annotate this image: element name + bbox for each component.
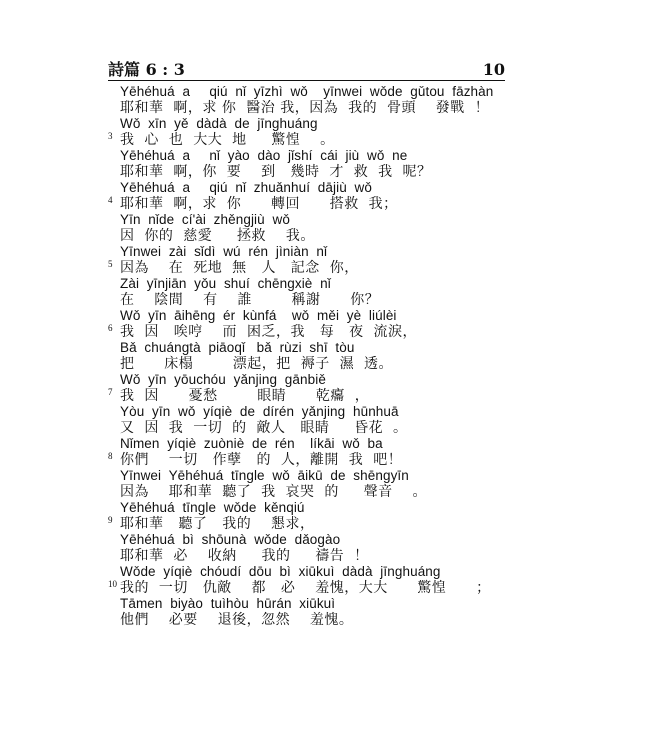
verse-line — [108, 404, 528, 436]
pinyin-text: Wǒde yíqiè chóudí dōu bì xiūkuì dàdà jīnghuáng — [120, 564, 441, 579]
verse-line — [108, 84, 528, 116]
verse-number: 8 — [108, 451, 113, 461]
chinese-text: 耶和華 聽了 我的 懇求， — [120, 516, 315, 532]
verse-line — [108, 436, 528, 468]
chinese-text: 耶和華 啊，你 要 到 幾時 才 救 我 呢？ — [120, 164, 432, 180]
page-header — [108, 57, 505, 80]
pinyin-text: Yēhéhuá a qiú nǐ yīzhì wǒ yīnwei wǒde gǔtou fāzhàn — [120, 84, 494, 99]
chinese-text: 我 心 也 大大 地 驚惶 。 — [120, 132, 335, 148]
pinyin-text: Yēhéhuá a nǐ yào dào jǐshí cái jiù wǒ ne — [120, 148, 408, 163]
pinyin-text: Wǒ yīn āihēng ér kùnfá wǒ měi yè liúlèi — [120, 308, 397, 323]
chinese-text: 我的 一切 仇敵 都 必 羞愧，大大 驚惶 ； — [120, 580, 491, 596]
verse-line — [108, 212, 528, 244]
verse-line — [108, 116, 528, 148]
verse-line — [108, 308, 528, 340]
pinyin-text: Nǐmen yíqiè zuòniè de rén líkāi wǒ ba — [120, 436, 383, 451]
chinese-text: 因為 耶和華 聽了 我 哀哭 的 聲音 。 — [120, 484, 427, 500]
chapter-title: 詩篇 6 : 3 — [108, 60, 185, 79]
verse-line — [108, 532, 528, 564]
chinese-text: 又 因 我 一切 的 敵人 眼睛 昏花 。 — [120, 420, 408, 436]
pinyin-text: Yēhéhuá bì shōunà wǒde dǎogào — [120, 532, 341, 547]
chinese-text: 耶和華 啊，求 你 醫治 我，因為 我的 骨頭 發戰 ！ — [120, 100, 490, 116]
chinese-text: 我 因 唉哼 而 困乏，我 每 夜 流淚， — [120, 324, 418, 340]
verse-line — [108, 372, 528, 404]
pinyin-text: Yīnwei Yēhéhuá tīngle wǒ āikū de shēngyīn — [120, 468, 409, 483]
verse-line — [108, 500, 528, 532]
verse-line — [108, 468, 528, 500]
verse-number: 9 — [108, 515, 113, 525]
verse-lines — [108, 84, 528, 628]
chinese-text: 在 陰間 有 誰 稱謝 你？ — [120, 292, 380, 308]
verse-line — [108, 276, 528, 308]
verse-number: 4 — [108, 195, 113, 205]
chinese-text: 因 你的 慈愛 拯救 我。 — [120, 228, 315, 244]
chinese-text: 把 床榻 漂起，把 褥子 濕 透。 — [120, 356, 394, 372]
chinese-text: 我 因 憂愁 眼睛 乾癟 ， — [120, 388, 370, 404]
chinese-text: 他們 必要 退後，忽然 羞愧。 — [120, 612, 354, 628]
verse-line — [108, 148, 528, 180]
pinyin-text: Wǒ xīn yě dàdà de jīnghuáng — [120, 116, 318, 131]
chinese-text: 耶和華 必 收納 我的 禱告 ！ — [120, 548, 369, 564]
page-number: 10 — [482, 60, 505, 79]
header-rule — [108, 80, 505, 81]
verse-line — [108, 564, 528, 596]
verse-number: 6 — [108, 323, 113, 333]
chinese-text: 耶和華 啊，求 你 轉回 搭救 我； — [120, 196, 398, 212]
verse-line — [108, 596, 528, 628]
pinyin-text: Yīn nǐde cí'ài zhěngjiù wǒ — [120, 212, 290, 227]
pinyin-text: Yòu yīn wǒ yíqiè de dírén yǎnjing hūnhuā — [120, 404, 399, 419]
pinyin-text: Bǎ chuángtà piāoqǐ bǎ rùzi shī tòu — [120, 340, 355, 355]
pinyin-text: Tāmen biyào tuìhòu hūrán xiūkuì — [120, 596, 336, 611]
pinyin-text: Zài yīnjiān yǒu shuí chēngxiè nǐ — [120, 276, 331, 291]
verse-line — [108, 340, 528, 372]
verse-line — [108, 244, 528, 276]
verse-number: 3 — [108, 131, 113, 141]
chinese-text: 因為 在 死地 無 人 記念 你， — [120, 260, 359, 276]
verse-number: 5 — [108, 259, 113, 269]
pinyin-text: Yēhéhuá a qiú nǐ zhuǎnhuí dājiù wǒ — [120, 180, 372, 195]
pinyin-text: Yīnwei zài sǐdì wú rén jìniàn nǐ — [120, 244, 328, 259]
pinyin-text: Yēhéhuá tīngle wǒde kěnqiú — [120, 500, 305, 515]
pinyin-text: Wǒ yīn yōuchóu yǎnjing gānbiě — [120, 372, 326, 387]
verse-number: 10 — [108, 579, 117, 589]
verse-line — [108, 180, 528, 212]
chinese-text: 你們 一切 作孽 的 人，離開 我 吧！ — [120, 452, 403, 468]
verse-number: 7 — [108, 387, 113, 397]
